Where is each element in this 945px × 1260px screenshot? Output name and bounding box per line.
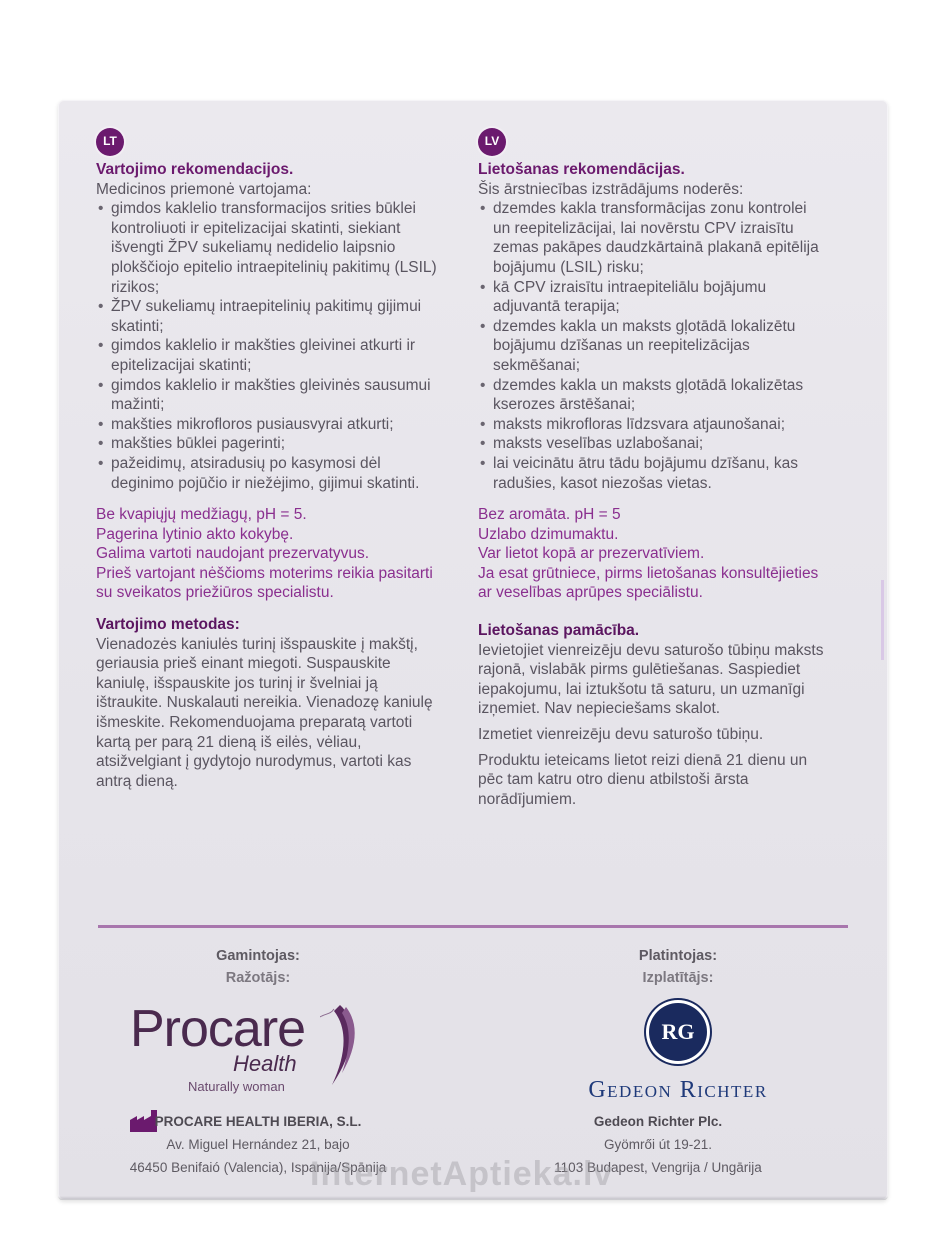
lt-intro: Medicinos priemonė vartojama: (96, 180, 312, 198)
lv-intro: Šis ārstniecības izstrādājums noderēs: (478, 180, 744, 198)
lt-column (96, 128, 446, 791)
procare-logo-word: Procare (130, 1000, 306, 1058)
list-item: • maksts mikrofloras līdzsvara atjaunošanai; (478, 415, 828, 435)
procare-logo (58, 999, 458, 1099)
distributor-address-line: 1103 Budapest, Vengrija / Ungārija (554, 1160, 762, 1175)
list-item: • kā CPV izraisītu intraepiteliālu bojājumu adjuvantā terapija; (478, 278, 828, 317)
list-item: • dzemdes kakla un maksts gļotādā lokalizētu bojājumu dzīšanas un reepitelizācijas sekmēšanai; (478, 317, 828, 376)
lv-note: Uzlabo dzimumaktu. (478, 525, 619, 543)
list-item: • gimdos kaklelio transformacijos srities būklei kontroliuoti ir epitelizacijai skatinti, siekiant išvengti ŽPV sukeliamų nedidelio laipsnio plokščiojo epitelio intraepitelinių pakitimų (LSIL) rizikos; (96, 199, 446, 297)
manufacturer-block (58, 945, 458, 1099)
list-item: • pažeidimų, atsiradusių po kasymosi dėl deginimo pojūčio ir niežėjimo, gijimui skatinti. (96, 454, 446, 493)
side-accent-strip (881, 580, 884, 660)
gedeon-richter-logo-word: Gedeon Richter (588, 1077, 768, 1103)
hair-swoosh-icon (320, 1003, 360, 1088)
lv-method-heading: Lietošanas pamācība. (478, 622, 640, 640)
lt-note: Prieš vartojant nėščioms moterims reikia pasitarti su sveikatos priežiūros specialistu. (96, 564, 433, 602)
lt-indications-list (96, 199, 446, 493)
procare-logo-sub: Health (233, 1051, 297, 1076)
list-item: • makšties mikrofloros pusiausvyrai atkurti; (96, 415, 446, 435)
manufacturer-address-line: Av. Miguel Hernández 21, bajo (166, 1137, 350, 1152)
list-item: • gimdos kaklelio ir makšties gleivinei atkurti ir epitelizacijai skatinti; (96, 336, 446, 375)
lt-heading: Vartojimo rekomendacijos. (96, 161, 294, 178)
list-item: • lai veicinātu ātru tādu bojājumu dzīšanu, kas radušies, kasot niezošas vietas. (478, 454, 828, 493)
procare-logo-tagline: Naturally woman (188, 1079, 285, 1094)
list-item: • maksts veselības uzlabošanai; (478, 434, 828, 454)
manufacturer-address-line: 46450 Benifaió (Valencia), Ispanija/Spānija (129, 1160, 387, 1175)
list-item: • gimdos kaklelio ir makšties gleivinės sausumui mažinti; (96, 376, 446, 415)
package-back-panel (58, 100, 888, 1200)
watermark: InternetAptieka.lv (310, 1155, 614, 1193)
lt-notes (96, 505, 446, 603)
lv-note: Var lietot kopā ar prezervatīviem. (478, 545, 705, 563)
lv-method-para: Produktu ieteicams lietot reizi dienā 21 dienu un pēc tam katru otro dienu atbilstoši ārsta norādījumiem. (478, 751, 808, 808)
lt-method-heading: Vartojimo metodas: (96, 616, 240, 634)
distributor-label-lv: Izplatītājs: (642, 970, 714, 986)
lt-language-badge: LT (96, 128, 124, 156)
distributor-label-lt: Platintojas: (638, 948, 718, 964)
lv-method-para: Izmetiet vienreizēju devu saturošo tūbiņu. (478, 726, 764, 744)
lv-note: Ja esat grūtniece, pirms lietošanas konsultējieties ar veselības aprūpes speciālistu. (478, 564, 819, 602)
lt-method-text: Vienadozės kaniulės turinį išspauskite į makštį, geriausia prieš einant miegoti. Suspauskite kaniulę, išspauskite jos turinį ir švelniai ją ištraukite. Nuskalauti nereikia. Vienadozę kaniulę išmeskite. Rekomenduojama preparatą vartoti kartą per parą 21 dieną iš eilės, vėliau, atsižvelgiant į gydytojo nurodymus, vartoti kas antrą dieną. (96, 635, 433, 790)
lv-note: Bez aromāta. pH = 5 (478, 506, 621, 524)
lv-heading: Lietošanas rekomendācijas. (478, 161, 685, 178)
list-item: • ŽPV sukeliamų intraepitelinių pakitimų gijimui skatinti; (96, 297, 446, 336)
distributor-company: Gedeon Richter Plc. (593, 1114, 723, 1129)
manufacturer-label-lt: Gamintojas: (216, 948, 300, 964)
lt-note: Be kvapiųjų medžiagų, pH = 5. (96, 506, 307, 524)
lv-indications-list (478, 199, 828, 493)
list-item: • makšties būklei pagerinti; (96, 434, 446, 454)
gedeon-richter-rg-icon: RG (649, 1003, 707, 1061)
distributor-block (478, 945, 878, 1104)
list-item: • dzemdes kakla transformācijas zonu kontrolei un reepitelizācijai, lai novērstu CPV izraisītu zemas pakāpes daudzkārtainā plakanā epitēlija bojājumu (LSIL) risku; (478, 199, 828, 277)
list-item: • dzemdes kakla un maksts gļotādā lokalizētas kserozes ārstēšanai; (478, 376, 828, 415)
section-divider (98, 925, 848, 928)
distributor-address-line: Gyömrői út 19-21. (603, 1137, 713, 1152)
lv-notes (478, 505, 828, 603)
lt-note: Galima vartoti naudojant prezervatyvus. (96, 545, 370, 563)
lv-column (478, 128, 828, 809)
lv-method-para: Ievietojiet vienreizēju devu saturošo tūbiņu maksts rajonā, vislabāk pirms gulētiešanas. Saspiediet iepakojumu, lai iztukšotu tā saturu, un uzmanīgi izņemiet. Nav nepieciešams skalot. (478, 641, 824, 718)
lv-language-badge: LV (478, 128, 506, 156)
manufacturer-company: PROCARE HEALTH IBERIA, S.L. (154, 1114, 362, 1129)
manufacturer-label-lv: Ražotājs: (225, 970, 291, 986)
lt-note: Pagerina lytinio akto kokybę. (96, 525, 294, 543)
